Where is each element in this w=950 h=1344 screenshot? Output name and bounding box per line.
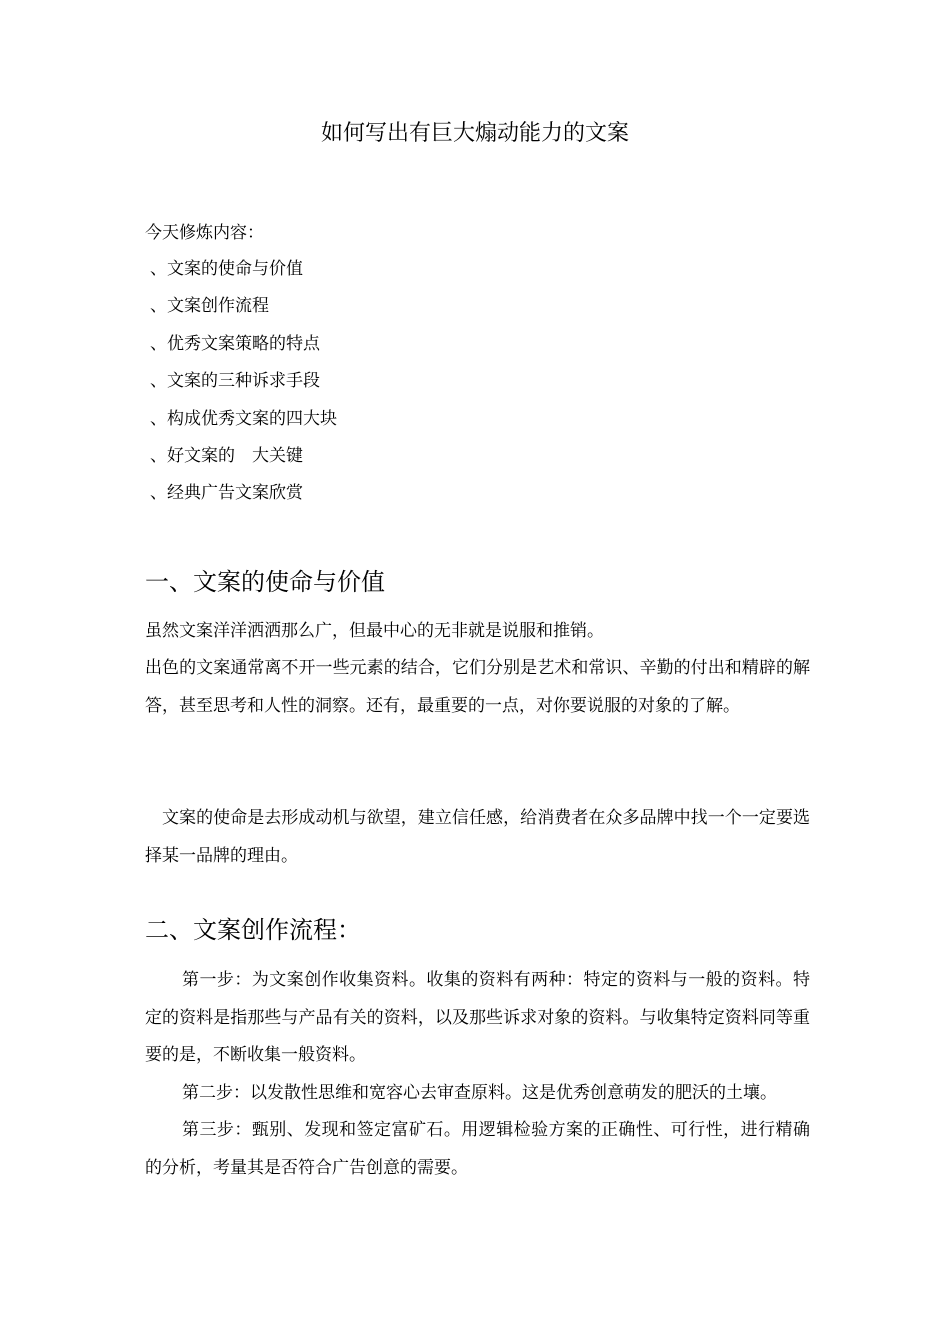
section1-paragraph (145, 613, 810, 651)
section-heading-process: 二、文案创作流程： (145, 916, 361, 944)
toc-item: 、文案创作流程 (150, 296, 269, 317)
toc-item: 、文案的使命与价值 (150, 259, 303, 279)
toc-list (150, 256, 337, 518)
toc-item: 、经典广告文案欣赏 (150, 483, 303, 504)
step-paragraph: 第三步：甄别、发现和签定富矿石。用逻辑检验方案的正确性、可行性，进行精确的分析，考量其是否符合广告创意的需要。 (145, 1120, 810, 1178)
toc-item: 、优秀文案策略的特点 (150, 333, 320, 354)
document-title: 如何写出有巨大煽动能力的文案 (320, 121, 629, 146)
paragraph: 文案的使命是去形成动机与欲望，建立信任感，给消费者在众多品牌中找一个一定要选择某一品牌的理由。 (145, 808, 810, 866)
toc-heading: 今天修炼内容： (145, 223, 264, 243)
step-paragraph: 第二步：以发散性思维和宽容心去审查原料。这是优秀创意萌发的肥沃的土壤。 (182, 1082, 777, 1103)
section1-paragraph (145, 800, 810, 875)
section2-steps (145, 962, 810, 1187)
toc-item: 、好文案的 大关键 (150, 445, 303, 466)
toc-item: 、文案的三种诉求手段 (150, 371, 320, 392)
section-heading-mission: 一、文案的使命与价值 (145, 568, 385, 596)
step-paragraph: 第一步：为文案创作收集资料。收集的资料有两种：特定的资料与一般的资料。特定的资料是指那些与产品有关的资料，以及那些诉求对象的资料。与收集特定资料同等重要的是，不断收集一般资料。 (145, 970, 810, 1065)
paragraph: 出色的文案通常离不开一些元素的结合，它们分别是艺术和常识、辛勤的付出和精辟的解答，甚至思考和人性的洞察。还有，最重要的一点，对你要说服的对象的了解。 (145, 658, 810, 716)
toc-item: 、构成优秀文案的四大块 (150, 408, 337, 429)
paragraph: 虽然文案洋洋洒洒那么广，但最中心的无非就是说服和推销。 (145, 621, 604, 641)
section1-paragraph (145, 650, 810, 725)
